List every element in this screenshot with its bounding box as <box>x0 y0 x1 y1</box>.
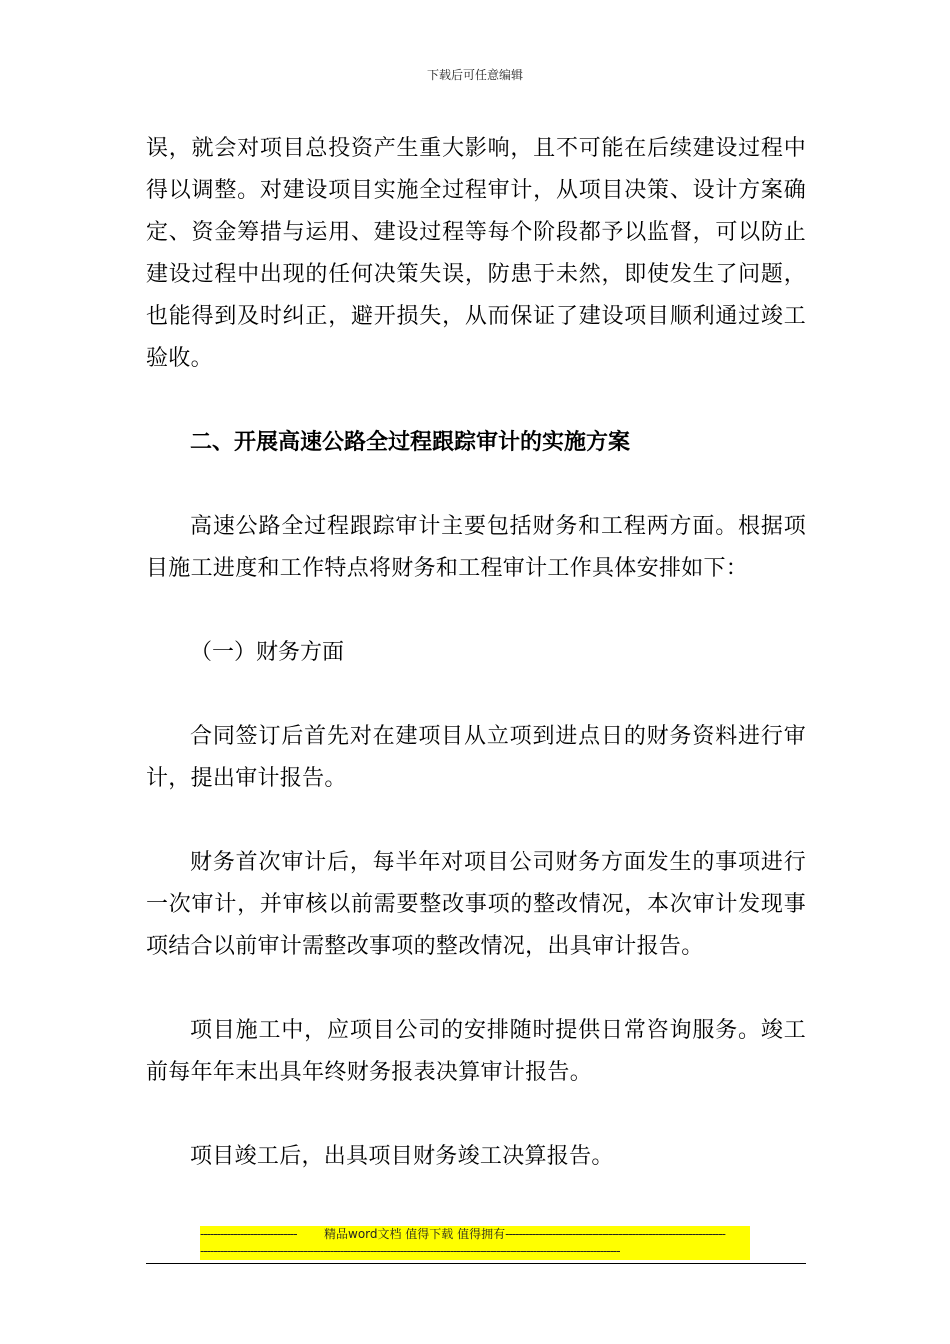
footer-dashes-full: ------------------------------------------------------------------------------------------------------------------------------ <box>200 1244 620 1258</box>
section-heading: 二、开展高速公路全过程跟踪审计的实施方案 <box>190 430 631 455</box>
footer-banner-row-bottom <box>200 1243 750 1260</box>
header-text: 下载后可任意编辑 <box>426 68 523 82</box>
document-body <box>146 128 806 1178</box>
footer-divider <box>146 1263 806 1264</box>
paragraph-semiannual: 财务首次审计后，每半年对项目公司财务方面发生的事项进行一次审计，并审核以前需要整改事项的整改情况，本次审计发现事项结合以前审计需整改事项的整改情况，出具审计报告。 <box>146 850 806 959</box>
paragraph-continuation: 误，就会对项目总投资产生重大影响，且不可能在后续建设过程中得以调整。对建设项目实施全过程审计，从项目决策、设计方案确定、资金筹措与运用、建设过程等每个阶段都予以监督，可以防止建设过程中出现的任何决策失误，防患于未然，即使发生了问题，也能得到及时纠正，避开损失，从而保证了建设项目顺利通过竣工验收。 <box>146 136 806 371</box>
footer-banner <box>200 1226 750 1260</box>
footer-banner-text: 精品word文档 值得下载 值得拥有 <box>324 1227 506 1241</box>
footer-dashes-left: ----------------------------- <box>200 1227 297 1241</box>
footer-banner-row-top <box>200 1226 750 1243</box>
footer-dashes-right: ------------------------------------------------------------------ <box>505 1227 725 1241</box>
subsection-heading: （一）财务方面 <box>190 640 345 665</box>
paragraph-overview: 高速公路全过程跟踪审计主要包括财务和工程两方面。根据项目施工进度和工作特点将财务和工程审计工作具体安排如下： <box>146 514 806 581</box>
paragraph-consulting: 项目施工中，应项目公司的安排随时提供日常咨询服务。竣工前每年年末出具年终财务报表决算审计报告。 <box>146 1018 806 1085</box>
paragraph-completion: 项目竣工后，出具项目财务竣工决算报告。 <box>190 1144 614 1169</box>
page-header <box>0 68 950 82</box>
paragraph-contract: 合同签订后首先对在建项目从立项到进点日的财务资料进行审计，提出审计报告。 <box>146 724 806 791</box>
